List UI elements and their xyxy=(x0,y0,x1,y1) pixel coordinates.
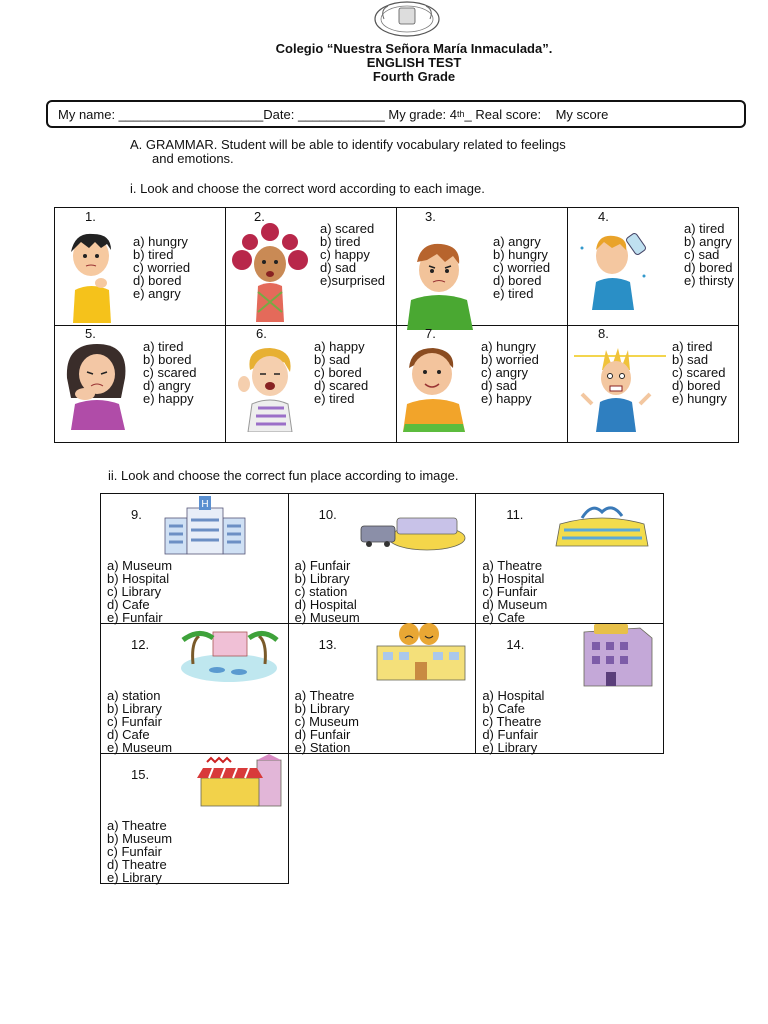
emotion-cell-8: 8. a) tired b) sad c) scared d) bored e) hungry xyxy=(568,325,739,443)
girl-scared-icon xyxy=(228,222,313,322)
school-name: Colegio “Nuestra Señora María Inmaculada”. xyxy=(275,41,553,56)
document-header xyxy=(0,42,768,84)
boy-thinking-icon xyxy=(61,228,125,323)
my-grade-label: My grade: 4 xyxy=(384,106,458,122)
place-cell-15: 15. a) Theatre b) Museum c) Funfair d) Theatre e) Library xyxy=(101,754,289,884)
real-score-label: _ Real score: xyxy=(464,106,542,122)
emotion-options-3: a) angry b) hungry c) worried d) bored e) tired xyxy=(493,234,551,301)
emotion-options-8: a) tired b) sad c) scared d) bored e) hungry xyxy=(672,338,727,406)
emotion-options-4: a) tired b) angry c) sad d) bored e) thirsty xyxy=(684,221,734,288)
place-options-10: a) Funfair b) Library c) station d) Hospital e) Museum xyxy=(294,558,360,625)
place-cell-11: 11. a) Theatre b) Hospital c) Funfair d) Museum e) Cafe xyxy=(476,494,664,624)
train-station-icon xyxy=(357,512,467,552)
part-ii-instructions: ii. Look and choose the correct fun place according to image. xyxy=(108,468,459,483)
svg-text:H: H xyxy=(201,499,209,510)
places-table xyxy=(100,493,664,884)
place-cell-14: 14. a) Hospital b) Cafe c) Theatre d) Funfair e) Library xyxy=(476,624,664,754)
emotion-options-2: a) scared b) tired c) happy d) sad e)surprised xyxy=(320,221,386,288)
emotion-cell-2: 2. a) scared b) tired c) happy d) sad e)surprised xyxy=(226,208,397,326)
place-options-9: a) Museum b) Hospital c) Library d) Cafe e) Funfair xyxy=(107,558,173,625)
theatre-building-icon xyxy=(373,622,469,682)
place-cell-13: 13. a) Theatre b) Library c) Museum d) Funfair e) Station xyxy=(288,624,476,754)
grade-superscript: th xyxy=(457,109,465,119)
emotion-options-1: a) hungry b) tired c) worried d) bored e) angry xyxy=(133,234,191,301)
emotion-options-5: a) tired b) bored c) scared d) angry e) happy xyxy=(143,338,197,406)
section-a-title: A. GRAMMAR. Student will be able to identify vocabulary related to feelings and emotions. xyxy=(130,137,566,166)
place-options-14: a) Hospital b) Cafe c) Theatre d) Funfair e) Library xyxy=(482,688,545,755)
funfair-building-icon xyxy=(552,502,652,552)
place-options-11: a) Theatre b) Hospital c) Funfair d) Museum e) Cafe xyxy=(482,558,548,625)
library-building-icon xyxy=(580,624,656,690)
grade-level: Fourth Grade xyxy=(372,69,456,84)
emotion-options-6: a) happy b) sad c) bored d) scared e) tired xyxy=(314,338,369,406)
emotions-table xyxy=(54,207,739,443)
emotion-cell-7: 7. a) hungry b) worried c) angry d) sad e) happy xyxy=(397,325,568,443)
boy-smiling-icon xyxy=(399,344,471,432)
emotion-cell-6: 6. a) happy b) sad c) bored d) scared e) tired xyxy=(226,325,397,443)
part-i-instructions: i. Look and choose the correct word according to each image. xyxy=(130,181,485,196)
funfair-tent-icon xyxy=(191,754,285,810)
name-field[interactable]: My name: ____________________ xyxy=(58,106,264,122)
test-title: ENGLISH TEST xyxy=(366,55,462,70)
date-field[interactable]: Date: ____________ xyxy=(263,106,385,122)
boy-frowning-icon xyxy=(401,240,481,330)
empty-cell xyxy=(476,754,664,884)
cafe-terrace-icon xyxy=(177,628,281,684)
emotion-cell-5: 5. a) tired b) bored c) scared d) angry e) happy xyxy=(55,325,226,443)
place-options-13: a) Theatre b) Library c) Museum d) Funfair e) Station xyxy=(294,688,359,755)
school-crest-logo xyxy=(372,0,442,38)
place-options-15: a) Theatre b) Museum c) Funfair d) Theatre e) Library xyxy=(107,818,173,885)
place-cell-10: 10. a) Funfair b) Library c) station d) Hospital e) Museum xyxy=(288,494,476,624)
place-cell-12: 12. a) station b) Library c) Funfair d) Cafe e) Museum xyxy=(101,624,289,754)
emotion-options-7: a) hungry b) worried c) angry d) sad e) happy xyxy=(481,338,539,406)
emotion-cell-1: 1. a) hungry b) tired c) worried d) bored e) angry xyxy=(55,208,226,326)
my-score-label: My score xyxy=(541,106,609,122)
emotion-cell-3: 3. a) angry b) hungry c) worried d) bored e) tired xyxy=(397,208,568,326)
emotion-cell-4: 4. a) tired b) angry c) sad d) bored e) thirsty xyxy=(568,208,739,326)
girl-sad-icon xyxy=(59,338,135,430)
boy-yawning-icon xyxy=(228,344,312,432)
boy-shocked-icon xyxy=(572,344,668,432)
place-options-12: a) station b) Library c) Funfair d) Cafe e) Museum xyxy=(107,688,173,755)
empty-cell xyxy=(288,754,476,884)
student-info-box xyxy=(46,100,746,128)
hospital-building-icon xyxy=(161,496,249,556)
place-cell-9: 9. H a) Museum b) Hospital c) Library d) Cafe e) Funfair xyxy=(101,494,289,624)
boy-drinking-icon xyxy=(572,226,672,310)
